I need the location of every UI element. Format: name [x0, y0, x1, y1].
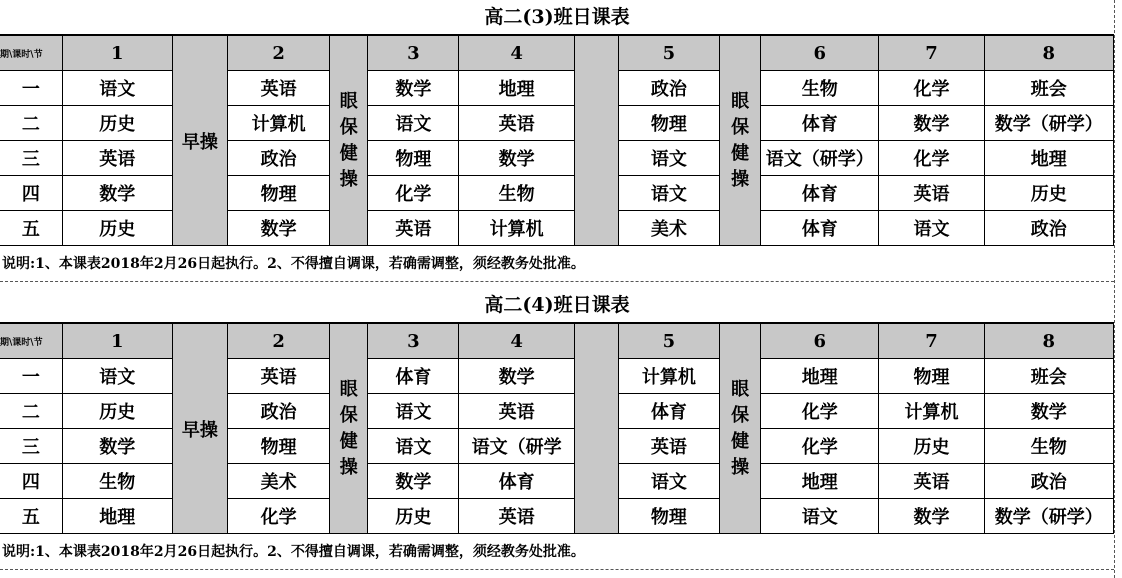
subject-cell[interactable]: 生物 — [459, 176, 574, 211]
subject-cell[interactable]: 化学 — [761, 429, 879, 464]
subject-cell[interactable]: 语文 — [761, 499, 879, 534]
subject-cell[interactable]: 化学 — [227, 499, 329, 534]
subject-cell[interactable]: 数学 — [459, 141, 574, 176]
day-row — [0, 71, 1114, 106]
day-row — [0, 176, 1114, 211]
eye-exercise-char: 保 — [339, 116, 358, 138]
subject-cell[interactable]: 生物 — [984, 429, 1113, 464]
subject-cell[interactable]: 语文 — [368, 429, 459, 464]
eye-exercise-char: 眼 — [339, 90, 358, 112]
schedule-note[interactable]: 说明:1、本课表2018年2月26日起执行。2、不得擅自调课，若确需调整，须经教务处批准。 — [0, 534, 1114, 570]
morning-exercise-cell[interactable]: 早操 — [172, 36, 227, 246]
subject-cell[interactable]: 语文 — [618, 464, 719, 499]
subject-cell[interactable]: 计算机 — [459, 211, 574, 246]
header-row — [0, 324, 1114, 359]
subject-cell[interactable]: 美术 — [227, 464, 329, 499]
subject-cell[interactable]: 计算机 — [879, 394, 984, 429]
subject-cell[interactable]: 体育 — [761, 176, 879, 211]
header-row — [0, 36, 1114, 71]
subject-cell[interactable]: 语文 — [618, 176, 719, 211]
subject-cell[interactable]: 地理 — [459, 71, 574, 106]
subject-cell[interactable]: 英语 — [62, 141, 172, 176]
eye-exercise-cell[interactable] — [720, 324, 761, 534]
period-header[interactable]: 4 — [459, 324, 574, 359]
day-cell[interactable]: 五 — [0, 499, 62, 534]
subject-cell[interactable]: 英语 — [459, 106, 574, 141]
subject-cell[interactable]: 化学 — [879, 71, 984, 106]
day-cell[interactable]: 三 — [0, 429, 62, 464]
subject-cell[interactable]: 化学 — [761, 394, 879, 429]
subject-cell[interactable]: 物理 — [227, 429, 329, 464]
subject-cell[interactable]: 英语 — [879, 176, 984, 211]
subject-cell[interactable]: 物理 — [618, 499, 719, 534]
period-header[interactable]: 6 — [761, 324, 879, 359]
subject-cell[interactable]: 地理 — [984, 141, 1113, 176]
subject-cell[interactable]: 计算机 — [227, 106, 329, 141]
subject-cell[interactable]: 体育 — [761, 211, 879, 246]
period-header[interactable]: 7 — [879, 36, 984, 71]
subject-cell[interactable]: 体育 — [618, 394, 719, 429]
period-header[interactable]: 3 — [368, 36, 459, 71]
period-header[interactable]: 2 — [227, 324, 329, 359]
eye-exercise-char: 健 — [731, 430, 750, 452]
subject-cell[interactable]: 英语 — [879, 464, 984, 499]
eye-exercise-char: 健 — [339, 430, 358, 452]
day-row — [0, 394, 1114, 429]
lunch-gap-cell[interactable] — [574, 36, 618, 246]
corner-cell[interactable]: 期\课时\节 — [0, 324, 62, 359]
subject-cell[interactable]: 语文 — [62, 359, 172, 394]
subject-cell[interactable]: 化学 — [368, 176, 459, 211]
schedule-note[interactable]: 说明:1、本课表2018年2月26日起执行。2、不得擅自调课，若确需调整，须经教务处批准。 — [0, 246, 1114, 282]
day-cell[interactable]: 四 — [0, 176, 62, 211]
subject-cell[interactable]: 数学 — [984, 394, 1113, 429]
subject-cell[interactable]: 语文 — [618, 141, 719, 176]
eye-exercise-char: 眼 — [731, 90, 750, 112]
eye-exercise-char: 操 — [731, 456, 750, 478]
subject-cell[interactable]: 数学 — [62, 176, 172, 211]
eye-exercise-char: 眼 — [731, 378, 750, 400]
period-header[interactable]: 5 — [618, 36, 719, 71]
subject-cell[interactable]: 体育 — [368, 359, 459, 394]
eye-exercise-char: 保 — [339, 404, 358, 426]
subject-cell[interactable]: 班会 — [984, 71, 1113, 106]
subject-cell[interactable]: 生物 — [761, 71, 879, 106]
subject-cell[interactable]: 英语 — [459, 499, 574, 534]
subject-cell[interactable]: 语文 — [368, 394, 459, 429]
period-header[interactable]: 5 — [618, 324, 719, 359]
eye-exercise-char: 保 — [731, 116, 750, 138]
page-break-line — [1114, 0, 1115, 578]
period-header[interactable]: 6 — [761, 36, 879, 71]
subject-cell[interactable]: 地理 — [761, 464, 879, 499]
eye-exercise-char: 操 — [339, 168, 358, 190]
period-header[interactable]: 3 — [368, 324, 459, 359]
subject-cell[interactable]: 数学 — [368, 464, 459, 499]
subject-cell[interactable]: 历史 — [368, 499, 459, 534]
timetable — [0, 323, 1114, 534]
subject-cell[interactable]: 数学 — [459, 359, 574, 394]
subject-cell[interactable]: 美术 — [618, 211, 719, 246]
day-cell[interactable]: 五 — [0, 211, 62, 246]
subject-cell[interactable]: 计算机 — [618, 359, 719, 394]
subject-cell[interactable]: 语文（研学） — [761, 141, 879, 176]
subject-cell[interactable]: 数学 — [227, 211, 329, 246]
subject-cell[interactable]: 英语 — [368, 211, 459, 246]
subject-cell[interactable]: 数学 — [879, 106, 984, 141]
schedule-class-3 — [0, 0, 1114, 282]
period-header[interactable]: 8 — [984, 36, 1113, 71]
subject-cell[interactable]: 数学（研学） — [984, 106, 1113, 141]
day-cell[interactable]: 二 — [0, 394, 62, 429]
eye-exercise-char: 健 — [731, 142, 750, 164]
eye-exercise-char: 操 — [339, 456, 358, 478]
subject-cell[interactable]: 数学 — [879, 499, 984, 534]
subject-cell[interactable]: 历史 — [62, 211, 172, 246]
eye-exercise-char: 保 — [731, 404, 750, 426]
subject-cell[interactable]: 英语 — [227, 71, 329, 106]
day-row — [0, 464, 1114, 499]
day-row — [0, 106, 1114, 141]
subject-cell[interactable]: 物理 — [618, 106, 719, 141]
eye-exercise-char: 操 — [731, 168, 750, 190]
subject-cell[interactable]: 物理 — [368, 141, 459, 176]
subject-cell[interactable]: 语文 — [879, 211, 984, 246]
subject-cell[interactable]: 语文 — [62, 71, 172, 106]
subject-cell[interactable]: 英语 — [227, 359, 329, 394]
day-row — [0, 429, 1114, 464]
day-row — [0, 359, 1114, 394]
subject-cell[interactable]: 地理 — [62, 499, 172, 534]
day-cell[interactable]: 四 — [0, 464, 62, 499]
lunch-gap-cell[interactable] — [574, 324, 618, 534]
subject-cell[interactable]: 历史 — [62, 394, 172, 429]
subject-cell[interactable]: 政治 — [227, 141, 329, 176]
subject-cell[interactable]: 政治 — [227, 394, 329, 429]
schedule-class-4 — [0, 288, 1114, 570]
subject-cell[interactable]: 语文（研学 — [459, 429, 574, 464]
eye-exercise-cell[interactable] — [330, 324, 368, 534]
timetable — [0, 35, 1114, 246]
morning-exercise-cell[interactable]: 早操 — [172, 324, 227, 534]
day-row — [0, 141, 1114, 176]
eye-exercise-cell[interactable] — [330, 36, 368, 246]
period-header[interactable]: 4 — [459, 36, 574, 71]
period-header[interactable]: 1 — [62, 36, 172, 71]
day-row — [0, 211, 1114, 246]
schedule-title: 高二(4)班日课表 — [0, 288, 1114, 323]
subject-cell[interactable]: 历史 — [879, 429, 984, 464]
subject-cell[interactable]: 政治 — [984, 464, 1113, 499]
eye-exercise-cell[interactable] — [720, 36, 761, 246]
subject-cell[interactable]: 语文 — [368, 106, 459, 141]
subject-cell[interactable]: 英语 — [459, 394, 574, 429]
subject-cell[interactable]: 数学 — [62, 429, 172, 464]
eye-exercise-char: 健 — [339, 142, 358, 164]
day-row — [0, 499, 1114, 534]
corner-cell[interactable]: 期\课时\节 — [0, 36, 62, 71]
subject-cell[interactable]: 历史 — [62, 106, 172, 141]
subject-cell[interactable]: 政治 — [618, 71, 719, 106]
schedule-title: 高二(3)班日课表 — [0, 0, 1114, 35]
subject-cell[interactable]: 班会 — [984, 359, 1113, 394]
subject-cell[interactable]: 地理 — [761, 359, 879, 394]
subject-cell[interactable]: 体育 — [459, 464, 574, 499]
subject-cell[interactable]: 体育 — [761, 106, 879, 141]
period-header[interactable]: 7 — [879, 324, 984, 359]
period-header[interactable]: 8 — [984, 324, 1113, 359]
eye-exercise-char: 眼 — [339, 378, 358, 400]
subject-cell[interactable]: 生物 — [62, 464, 172, 499]
subject-cell[interactable]: 数学（研学） — [984, 499, 1113, 534]
subject-cell[interactable]: 物理 — [879, 359, 984, 394]
day-cell[interactable]: 一 — [0, 71, 62, 106]
subject-cell[interactable]: 数学 — [368, 71, 459, 106]
day-cell[interactable]: 三 — [0, 141, 62, 176]
subject-cell[interactable]: 政治 — [984, 211, 1113, 246]
subject-cell[interactable]: 历史 — [984, 176, 1113, 211]
day-cell[interactable]: 二 — [0, 106, 62, 141]
subject-cell[interactable]: 化学 — [879, 141, 984, 176]
subject-cell[interactable]: 物理 — [227, 176, 329, 211]
day-cell[interactable]: 一 — [0, 359, 62, 394]
period-header[interactable]: 2 — [227, 36, 329, 71]
subject-cell[interactable]: 英语 — [618, 429, 719, 464]
period-header[interactable]: 1 — [62, 324, 172, 359]
